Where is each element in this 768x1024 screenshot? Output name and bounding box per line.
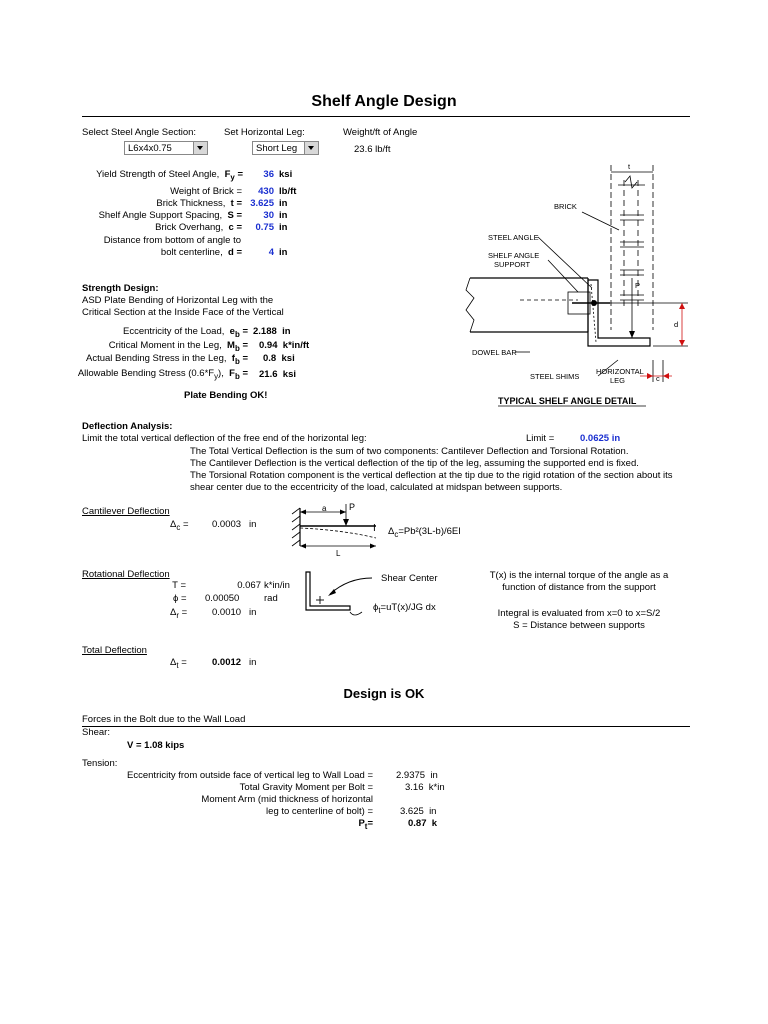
strength-desc-2: Critical Section at the Inside Face of the Vertical xyxy=(82,307,284,318)
shelf-angle-detail-drawing xyxy=(460,160,700,412)
page-title: Shelf Angle Design xyxy=(311,93,457,110)
bolt-distance-label-1: Distance from bottom of angle to xyxy=(103,235,241,246)
brick-thickness-unit: in xyxy=(279,198,288,209)
eccentricity-wall-value: 2.9375 in xyxy=(396,770,438,781)
leg-dropdown[interactable] xyxy=(252,141,319,155)
weight-value: 23.6 lb/ft xyxy=(354,144,391,155)
phi-unit: rad xyxy=(264,593,278,604)
eccentricity-wall-label: Eccentricity from outside face of vertical leg to Wall Load = xyxy=(127,770,373,781)
detail-steel-angle-label: STEEL ANGLE xyxy=(488,233,539,242)
rotational-heading: Rotational Deflection xyxy=(82,569,170,580)
brick-weight-label: Weight of Brick = xyxy=(170,186,242,197)
leg-dropdown-value: Short Leg xyxy=(256,143,298,154)
support-spacing-value[interactable]: 30 xyxy=(263,210,274,221)
bolt-rule xyxy=(82,726,690,727)
actual-stress-value: 0.8 ksi xyxy=(263,353,295,364)
deflection-para-3b: shear center due to the eccentricity of the load, calculated at midspan between supports. xyxy=(190,482,563,493)
cantilever-i-symbol: I xyxy=(373,523,376,534)
brick-thickness-label: Brick Thickness, t = xyxy=(156,198,242,209)
detail-support-label-1: SHELF ANGLE xyxy=(488,251,540,260)
torque-value: 0.067 xyxy=(237,580,261,591)
bolt-distance-label-2: bolt centerline, d = xyxy=(160,247,242,258)
allowable-stress-value: 21.6 ksi xyxy=(259,369,296,380)
cantilever-heading: Cantilever Deflection xyxy=(82,506,170,517)
torque-unit: k*in/in xyxy=(264,580,290,591)
deflection-limit-text: Limit the total vertical deflection of the free end of the horizontal leg: xyxy=(82,433,367,444)
deflection-heading: Deflection Analysis: xyxy=(82,421,173,432)
design-result: Design is OK xyxy=(343,686,425,701)
fy-value[interactable]: 36 xyxy=(263,169,274,180)
support-spacing-unit: in xyxy=(279,210,288,221)
brick-overhang-label: Brick Overhang, c = xyxy=(155,222,242,233)
phi-value: 0.00050 xyxy=(205,593,240,604)
actual-stress-label: Actual Bending Stress in the Leg, $f_b$ = xyxy=(86,353,248,366)
brick-weight-unit: lb/ft xyxy=(279,186,297,197)
moment-value: 0.94 k*in/ft xyxy=(259,340,310,351)
strength-heading: Strength Design: xyxy=(82,283,159,294)
detail-caption: TYPICAL SHELF ANGLE DETAIL xyxy=(498,396,637,406)
tension-symbol: $P_t=$ xyxy=(358,818,373,831)
phi-symbol: ϕ = xyxy=(173,593,187,604)
slab-break xyxy=(466,278,474,332)
deflection-para-3a: The Torsional Rotation component is the vertical deflection at the tip due to the rigid rotation of the section about its xyxy=(190,470,673,481)
strength-desc-1: ASD Plate Bending of Horizontal Leg with the xyxy=(82,295,274,306)
moment-arm-label-2: leg to centerline of bolt) = xyxy=(266,806,373,817)
total-heading: Total Deflection xyxy=(82,645,147,656)
weight-label: Weight/ft of Angle xyxy=(343,127,418,138)
tension-value: 0.87 k xyxy=(408,818,438,829)
cantilever-formula: $\Delta_c=Pb^2(3L-b)/6EI$ xyxy=(388,526,461,539)
gravity-moment-value: 3.16 k*in xyxy=(405,782,445,793)
leg-select-label: Set Horizontal Leg: xyxy=(224,127,305,138)
leader-support xyxy=(548,260,578,292)
shear-value: V = 1.08 kips xyxy=(127,740,185,751)
title-rule xyxy=(82,116,690,117)
fy-unit: ksi xyxy=(279,169,293,180)
detail-c-label: c xyxy=(656,374,660,383)
eccentricity-value: 2.188 in xyxy=(253,326,291,337)
chevron-down-icon[interactable] xyxy=(304,142,318,154)
detail-horizontal-label-1: HORIZONTAL xyxy=(596,367,644,376)
bolt-distance-unit: in xyxy=(279,247,288,258)
detail-p-label: P xyxy=(635,281,641,290)
chevron-down-icon[interactable] xyxy=(193,142,207,154)
total-value: 0.0012 in xyxy=(212,657,257,668)
moment-arm-label-1: Moment Arm (mid thickness of horizontal xyxy=(201,794,373,805)
moment-label: Critical Moment in the Leg, $M_b$ = xyxy=(108,340,248,353)
cantilever-l-label: L xyxy=(336,549,341,558)
cantilever-symbol: $\Delta_c$ = xyxy=(170,519,189,532)
rotational-symbol: $\Delta_r$ = xyxy=(170,607,188,620)
break-symbol xyxy=(625,176,637,188)
bolt-heading: Forces in the Bolt due to the Wall Load xyxy=(82,714,246,725)
cantilever-value: 0.0003 in xyxy=(212,519,257,530)
support-spacing-label: Shelf Angle Support Spacing, S = xyxy=(98,210,242,221)
leader-steel-angle xyxy=(538,237,592,288)
shear-label: Shear: xyxy=(82,727,110,738)
brick-thickness-value[interactable]: 3.625 xyxy=(250,198,274,209)
section-select-label: Select Steel Angle Section: xyxy=(82,127,197,138)
cantilever-a-label: a xyxy=(322,504,327,513)
tension-label: Tension: xyxy=(82,758,118,769)
rotational-value: 0.0010 in xyxy=(212,607,257,618)
section-dropdown[interactable] xyxy=(124,141,208,155)
bolt-distance-value[interactable]: 4 xyxy=(268,247,274,258)
steel-angle xyxy=(588,280,650,346)
leader-brick xyxy=(582,212,619,230)
deflection-para-2: The Cantilever Deflection is the vertical deflection of the tip of the leg, assuming the supported end is fixed. xyxy=(190,458,639,469)
moment-arm-value: 3.625 in xyxy=(400,806,437,817)
total-symbol: $\Delta_t$ = xyxy=(170,657,187,670)
spacing-note: S = Distance between supports xyxy=(513,620,645,631)
integral-note: Integral is evaluated from x=0 to x=S/2 xyxy=(497,608,661,619)
detail-d-label: d xyxy=(674,320,679,329)
section-dropdown-value: L6x4x0.75 xyxy=(128,143,172,154)
cantilever-p-label: P xyxy=(349,502,356,512)
fy-label: Yield Strength of Steel Angle, $F_y$ = xyxy=(96,169,243,182)
torque-note-2: function of distance from the support xyxy=(502,582,656,593)
brick-overhang-value[interactable]: 0.75 xyxy=(255,222,274,233)
plate-bending-result: Plate Bending OK! xyxy=(184,390,268,401)
gravity-moment-label: Total Gravity Moment per Bolt = xyxy=(239,782,373,793)
eccentricity-label: Eccentricity of the Load, $e_b$ = xyxy=(122,326,248,339)
detail-dowel-label: DOWEL BAR xyxy=(472,348,517,357)
rotational-formula: $\phi_t=uT(x)/JG$ dx xyxy=(373,602,436,615)
deflection-limit-label: Limit = xyxy=(526,433,555,444)
brick-weight-value[interactable]: 430 xyxy=(258,186,274,197)
allowable-stress-label: Allowable Bending Stress $(0.6*F_y)$, $F_b$ = xyxy=(77,368,248,381)
shear-center-label: Shear Center xyxy=(381,573,438,584)
detail-t-label: t xyxy=(628,162,631,171)
detail-shims-label: STEEL SHIMS xyxy=(530,372,580,381)
torque-symbol: T = xyxy=(172,580,186,591)
brick-overhang-unit: in xyxy=(279,222,288,233)
deflection-para-1: The Total Vertical Deflection is the sum of two components: Cantilever Deflection and Torsional Rotation. xyxy=(190,446,629,457)
torque-note-1: T(x) is the internal torque of the angle as a xyxy=(489,570,669,581)
deflection-limit-value: 0.0625 in xyxy=(580,433,621,444)
detail-support-label-2: SUPPORT xyxy=(494,260,531,269)
detail-brick-label: BRICK xyxy=(554,202,577,211)
detail-horizontal-label-2: LEG xyxy=(610,376,626,385)
